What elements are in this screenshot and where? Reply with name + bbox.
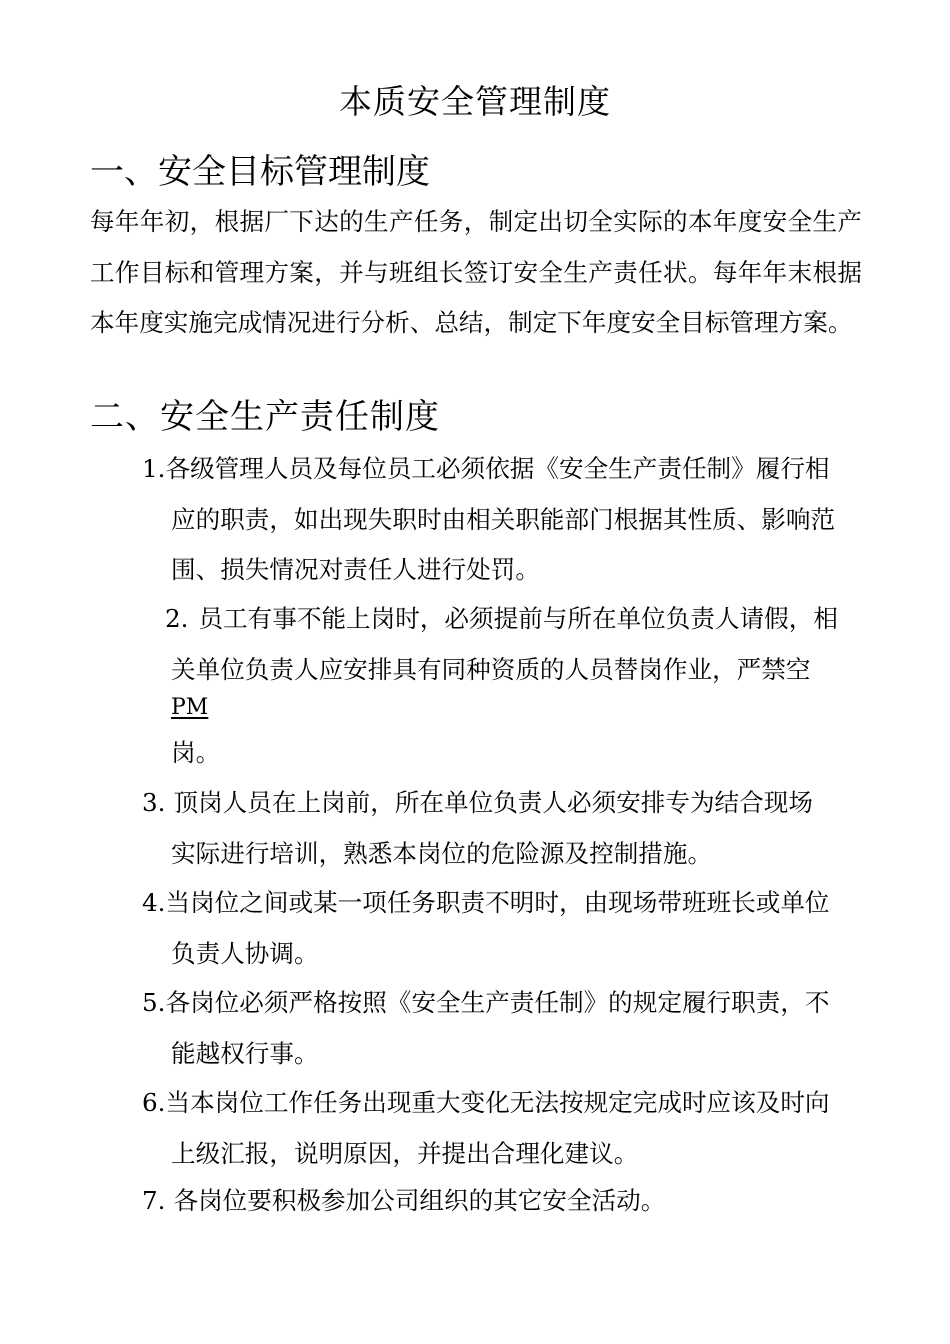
list-item	[142, 444, 864, 596]
list-item-number: 1.	[142, 454, 166, 483]
list-item-line	[165, 594, 865, 645]
list-item-line	[142, 978, 864, 1029]
list-item-text: 当本岗位工作任务出现重大变化无法按规定完成时应该及时向	[165, 1088, 830, 1117]
list-item-line: 关单位负责人应安排具有同种资质的人员替岗作业，严禁空	[171, 654, 811, 684]
page-title: 本质安全管理制度	[339, 82, 611, 121]
list-item-line: 围、损失情况对责任人进行处罚。	[171, 555, 540, 584]
list-item-line: 应的职责，如出现失职时由相关职能部门根据其性质、影响范	[171, 504, 836, 534]
list-item-line: 岗。	[171, 738, 221, 767]
section-1-body: 每年年初，根据厂下达的生产任务，制定出切全实际的本年度安全生产工作目标和管理方案，并与班组长签订安全生产责任状。每年年末根据本年度实施完成情况进行分析、总结，制定下年度安全目标管理方案。	[90, 207, 862, 337]
list-item	[142, 878, 864, 979]
section-heading-1: 一、安全目标管理制度	[90, 152, 430, 192]
list-item	[142, 978, 864, 1079]
list-item	[142, 1078, 864, 1179]
list-item-number: 6.	[142, 1088, 166, 1117]
list-item-text: 各岗位要积极参加公司组织的其它安全活动。	[173, 1186, 666, 1215]
list-item-text: 当岗位之间或某一项任务职责不明时，由现场带班班长或单位	[165, 888, 830, 917]
list-item-line: 上级汇报，说明原因，并提出合理化建议。	[171, 1138, 639, 1168]
list-item-line: 实际进行培训，熟悉本岗位的危险源及控制措施。	[171, 838, 713, 868]
list-item-text: 各岗位必须严格按照《安全生产责任制》的规定履行职责，不	[165, 988, 830, 1017]
list-item-line	[142, 778, 864, 829]
list-item-number: 7.	[142, 1186, 166, 1215]
section-heading-2: 二、安全生产责任制度	[90, 397, 440, 437]
list-item	[142, 778, 864, 879]
list-item-number: 2.	[165, 604, 189, 633]
list-item-text: 员工有事不能上岗时，必须提前与所在单位负责人请假，相	[198, 604, 838, 633]
list-item-line: 负责人协调。	[171, 938, 319, 968]
list-item-line	[142, 1176, 864, 1227]
list-item-number: 3.	[142, 788, 166, 817]
list-item-line	[142, 878, 864, 929]
list-item-number: 4.	[142, 888, 166, 917]
list-item-line	[142, 1078, 864, 1129]
list-item-line	[142, 444, 864, 495]
list-item-number: 5.	[142, 988, 166, 1017]
list-item	[165, 594, 865, 695]
list-item-line: 能越权行事。	[171, 1038, 319, 1068]
list-item	[142, 1176, 864, 1227]
list-item-text: 顶岗人员在上岗前，所在单位负责人必须安排专为结合现场	[173, 788, 813, 817]
list-item-text: 各级管理人员及每位员工必须依据《安全生产责任制》履行相	[165, 454, 830, 483]
pm-marker: PM	[171, 695, 209, 720]
